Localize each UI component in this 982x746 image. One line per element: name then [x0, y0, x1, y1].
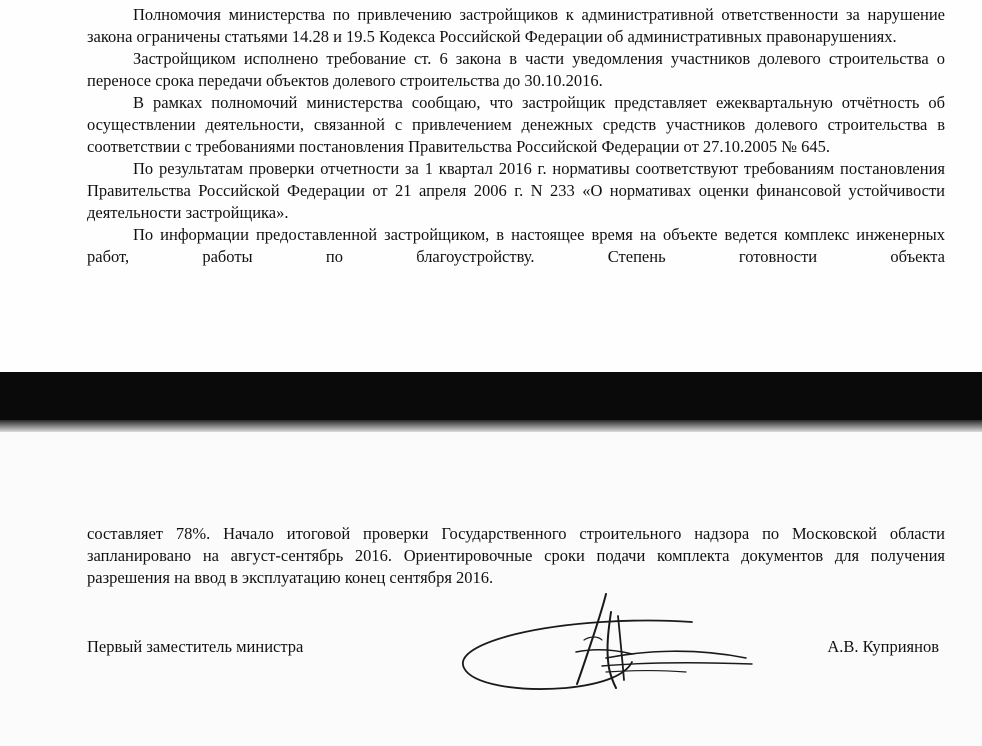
paragraph-2: Застройщиком исполнено требование ст. 6 закона в части уведомления участников долевого строительства о переносе срока передачи объектов долевого строительства до 30.10.2016.	[87, 49, 945, 90]
paragraph-5: По информации предоставленной застройщиком, в настоящее время на объекте ведется комплекс инженерных работ, работы по благоустройству. Степень готовности объекта	[87, 225, 945, 266]
bottom-text-block	[87, 523, 945, 589]
scan-band-edge	[0, 420, 982, 432]
signer-title: Первый заместитель министра	[87, 637, 304, 656]
paragraph-3: В рамках полномочий министерства сообщаю, что застройщик представляет ежеквартальную отчётность об осуществлении деятельности, связанной с привлечением денежных средств участников долевого строительства в соответствии с требованиями постановления Правительства Российской Федерации от 27.10.2005 № 645.	[87, 93, 945, 156]
top-text-block	[87, 4, 945, 268]
handwritten-signature-icon	[456, 592, 756, 702]
page-top-section	[0, 0, 982, 372]
paragraph-4: По результатам проверки отчетности за 1 квартал 2016 г. нормативы соответствуют требованиям постановления Правительства Российской Федерации от 21 апреля 2006 г. N 233 «О нормативах оценки финансовой устойчивости деятельности застройщика».	[87, 159, 945, 222]
signer-name: А.В. Куприянов	[827, 637, 939, 656]
paragraph-1: Полномочия министерства по привлечению застройщиков к административной ответственности за нарушение закона ограничены статьями 14.28 и 19.5 Кодекса Российской Федерации об административных правонарушениях.	[87, 5, 945, 46]
scan-page-break-band	[0, 372, 982, 422]
continuation-paragraph: составляет 78%. Начало итоговой проверки Государственного строительного надзора по Московской области запланировано на август-сентябрь 2016. Ориентировочные сроки подачи комплекта документов для получения разрешения на ввод в эксплуатацию конец сентября 2016.	[87, 524, 945, 587]
